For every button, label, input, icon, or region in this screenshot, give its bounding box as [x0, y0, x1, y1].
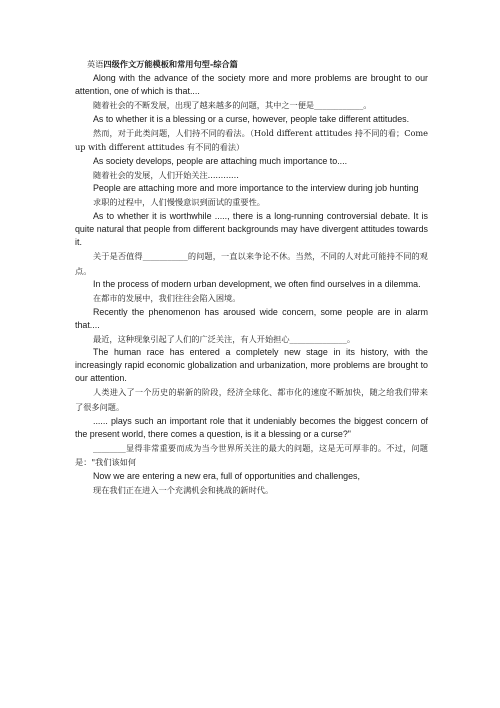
- paragraph-en: As to whether it is worthwhile ....., there is a long-running controversial debate. It is quite natural that people from different backgrounds may have divergent attitudes towards it.: [75, 210, 428, 247]
- paragraph-en: In the process of modern urban development, we often find ourselves in a dilemma.: [93, 279, 421, 290]
- paragraph-zh: 关于是否值得___________的问题，一直以来争论不休。当然，不同的人对此可能持不同的观点。: [75, 250, 428, 276]
- paragraph-en: Now we are entering a new era, full of opportunities and challenges,: [93, 470, 360, 481]
- paragraph-zh: ________显得非常重要而成为当今世界所关注的最大的问题，这是无可厚非的。不过，问题是："我们该如何: [75, 442, 428, 468]
- paragraph-en: People are attaching more and more importance to the interview during job hunting: [93, 183, 419, 194]
- paragraph-en: As society develops, people are attaching much importance to....: [93, 155, 348, 166]
- paragraph-en: As to whether it is a blessing or a curse, however, people take different attitudes.: [93, 113, 410, 124]
- paragraph-zh: 人类进入了一个历史的崭新的阶段，经济全球化、都市化的速度不断加快，随之给我们带来了很多问题。: [75, 387, 428, 412]
- document-page: [75, 58, 428, 497]
- paragraph-zh: 现在我们正在进入一个充满机会和挑战的新时代。: [93, 484, 274, 495]
- paragraph-en: Recently the phenomenon has aroused wide concern, some people are in alarm that....: [75, 306, 428, 330]
- paragraph-en: Along with the advance of the society more and more problems are brought to our attention, one of which is that....: [75, 73, 428, 96]
- paragraph-en: The human race has entered a completely new stage in its history, with the increasingly rapid economic globalization and urbanization, more problems are brought to our attention.: [75, 347, 428, 384]
- title-main: 四级作文万能模板和常用句型-综合篇: [103, 59, 238, 69]
- paragraph-zh: 随着社会的不断发展，出现了越来越多的问题，其中之一便是____________。: [93, 100, 372, 110]
- paragraph-zh: 最近，这种现象引起了人们的广泛关注，有人开始担心______________。: [93, 333, 356, 344]
- document-title: [75, 58, 428, 71]
- paragraph-zh: 然而，对于此类问题，人们持不同的看法。（Hold different attitudes 持不同的看；Come up with different attitudes 有不同的看法）: [75, 127, 428, 153]
- paragraph-zh: 求职的过程中，人们慢慢意识到面试的重要性。: [93, 197, 265, 208]
- title-prefix: 英语: [87, 59, 104, 69]
- paragraph-en: ...... plays such an important role that it undeniably becomes the biggest concern of the present world, there comes a question, is it a blessing or a curse?": [75, 415, 428, 439]
- paragraph-zh: 随着社会的发展，人们开始关注............: [93, 169, 239, 180]
- paragraph-zh: 在都市的发展中，我们往往会陷入困境。: [93, 293, 241, 304]
